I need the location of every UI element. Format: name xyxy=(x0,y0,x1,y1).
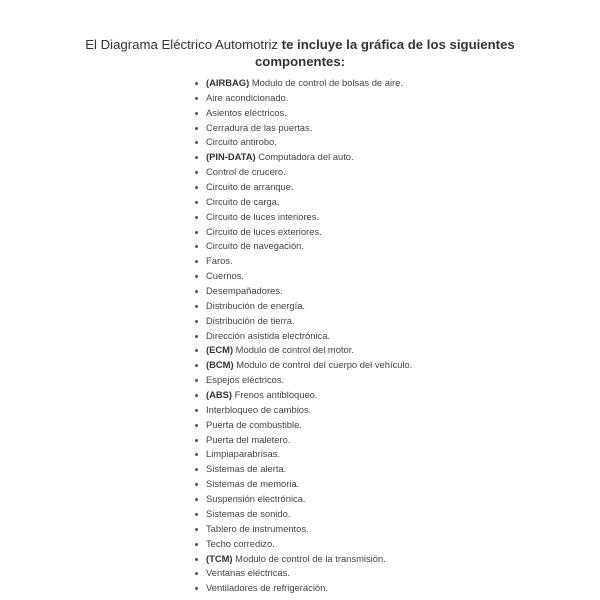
item-text: Puerta de combustible. xyxy=(206,418,302,430)
list-item xyxy=(194,566,412,581)
bullet-icon xyxy=(195,349,198,352)
item-text: Interbloqueo de cambios. xyxy=(206,403,312,415)
components-list xyxy=(194,76,412,596)
item-text: Modulo de control de bolsas de aire. xyxy=(249,77,403,88)
item-text: Distribución de tierra. xyxy=(206,314,295,326)
list-item xyxy=(194,373,412,388)
list-item xyxy=(194,195,412,210)
bullet-icon xyxy=(195,409,198,412)
list-item xyxy=(194,343,412,358)
item-text: Suspensión electrónica. xyxy=(206,493,306,505)
item-text: Faros. xyxy=(206,255,233,267)
item-text: Techo corredizo. xyxy=(206,537,275,549)
list-item xyxy=(194,284,412,299)
item-text: Circuito de luces interiores. xyxy=(206,210,320,222)
item-text: Modulo de control del motor. xyxy=(233,344,354,356)
list-item xyxy=(194,269,412,284)
item-abbreviation: (BCM) xyxy=(206,359,234,371)
list-item xyxy=(194,106,412,121)
item-text: Control de crucero. xyxy=(206,166,286,178)
list-item xyxy=(194,314,412,329)
bullet-icon xyxy=(195,260,198,263)
bullet-icon xyxy=(195,439,198,442)
bullet-icon xyxy=(195,483,198,486)
bullet-icon xyxy=(195,112,198,115)
list-item xyxy=(194,388,412,403)
bullet-icon xyxy=(195,572,198,575)
bullet-icon xyxy=(195,498,198,501)
bullet-icon xyxy=(195,424,198,427)
item-text: Aire acondicionado. xyxy=(206,91,289,103)
item-text: Cuernos. xyxy=(206,270,245,282)
list-item xyxy=(194,76,412,91)
bullet-icon xyxy=(195,379,198,382)
list-item xyxy=(194,121,412,136)
item-text: Desempañadores. xyxy=(206,285,283,297)
bullet-icon xyxy=(195,186,198,189)
heading-bold-text: te incluye la gráfica de los siguientes xyxy=(281,37,515,52)
item-text: Ventanas eléctricas. xyxy=(206,567,290,579)
item-text: Sistemas de memoria. xyxy=(206,478,300,490)
bullet-icon xyxy=(195,364,198,367)
list-item xyxy=(194,492,412,507)
item-text: Circuito de arranque. xyxy=(206,181,294,193)
item-text: Circuito de carga. xyxy=(206,195,280,207)
item-text: Circuito de luces exteriores. xyxy=(206,225,322,237)
list-item xyxy=(194,135,412,150)
bullet-icon xyxy=(195,171,198,174)
item-text: Modulo de control del cuerpo del vehículo. xyxy=(233,359,413,371)
item-text: Sistemas de alerta. xyxy=(206,463,287,475)
item-text: Espejos eléctricos. xyxy=(206,374,285,386)
bullet-icon xyxy=(195,290,198,293)
item-text: Distribución de energía. xyxy=(206,299,306,311)
item-text: Puerta del maletero. xyxy=(206,433,291,445)
item-text: Modulo de control de la transmisión. xyxy=(232,552,386,564)
bullet-icon xyxy=(195,97,198,100)
item-text: Dirección asistida electrónica. xyxy=(206,329,331,341)
bullet-icon xyxy=(195,587,198,590)
list-item xyxy=(194,537,412,552)
item-text: Cerradura de las puertas. xyxy=(206,121,313,133)
list-item xyxy=(194,581,412,596)
list-item xyxy=(194,462,412,477)
heading-normal-text: El Diagrama Eléctrico Automotriz xyxy=(85,37,282,52)
list-item xyxy=(194,552,412,567)
list-item xyxy=(194,447,412,462)
bullet-icon xyxy=(195,558,198,561)
item-text: Ventiladores de refrigeración. xyxy=(206,582,328,594)
list-item xyxy=(194,403,412,418)
document-heading xyxy=(0,36,600,70)
list-item xyxy=(194,507,412,522)
item-text: Limpiaparabrisas. xyxy=(206,448,280,460)
item-text: Asientos eléctricos. xyxy=(206,106,287,118)
list-item xyxy=(194,225,412,240)
bullet-icon xyxy=(195,156,198,159)
item-text: Computadora del auto. xyxy=(255,151,354,163)
list-item xyxy=(194,358,412,373)
list-item xyxy=(194,180,412,195)
bullet-icon xyxy=(195,305,198,308)
list-item xyxy=(194,522,412,537)
list-item xyxy=(194,239,412,254)
item-text: Frenos antibloqueo. xyxy=(232,389,318,401)
item-abbreviation: (AIRBAG) xyxy=(206,77,250,88)
bullet-icon xyxy=(195,127,198,130)
bullet-icon xyxy=(195,320,198,323)
item-text: Tablero de instrumentos. xyxy=(206,522,309,534)
list-item xyxy=(194,254,412,269)
item-text: Circuito antirobo. xyxy=(206,136,277,148)
bullet-icon xyxy=(195,528,198,531)
list-item xyxy=(194,477,412,492)
item-abbreviation: (PIN-DATA) xyxy=(206,151,256,163)
bullet-icon xyxy=(195,275,198,278)
list-item xyxy=(194,165,412,180)
bullet-icon xyxy=(195,335,198,338)
list-item xyxy=(194,210,412,225)
item-abbreviation: (ECM) xyxy=(206,344,234,356)
list-item xyxy=(194,299,412,314)
item-abbreviation: (TCM) xyxy=(206,552,233,564)
bullet-icon xyxy=(195,394,198,397)
bullet-icon xyxy=(195,216,198,219)
heading-line-1 xyxy=(0,36,600,53)
bullet-icon xyxy=(195,141,198,144)
bullet-icon xyxy=(195,245,198,248)
bullet-icon xyxy=(195,513,198,516)
bullet-icon xyxy=(195,543,198,546)
list-item xyxy=(194,329,412,344)
bullet-icon xyxy=(195,231,198,234)
bullet-icon xyxy=(195,82,198,85)
bullet-icon xyxy=(195,453,198,456)
list-item xyxy=(194,418,412,433)
item-text: Circuito de navegación. xyxy=(206,240,304,252)
item-abbreviation: (ABS) xyxy=(206,389,233,401)
bullet-icon xyxy=(195,201,198,204)
item-text: Sistemas de sonido. xyxy=(206,507,291,519)
list-item xyxy=(194,150,412,165)
bullet-icon xyxy=(195,468,198,471)
heading-line-2: componentes: xyxy=(254,54,346,69)
list-item xyxy=(194,433,412,448)
list-item xyxy=(194,91,412,106)
